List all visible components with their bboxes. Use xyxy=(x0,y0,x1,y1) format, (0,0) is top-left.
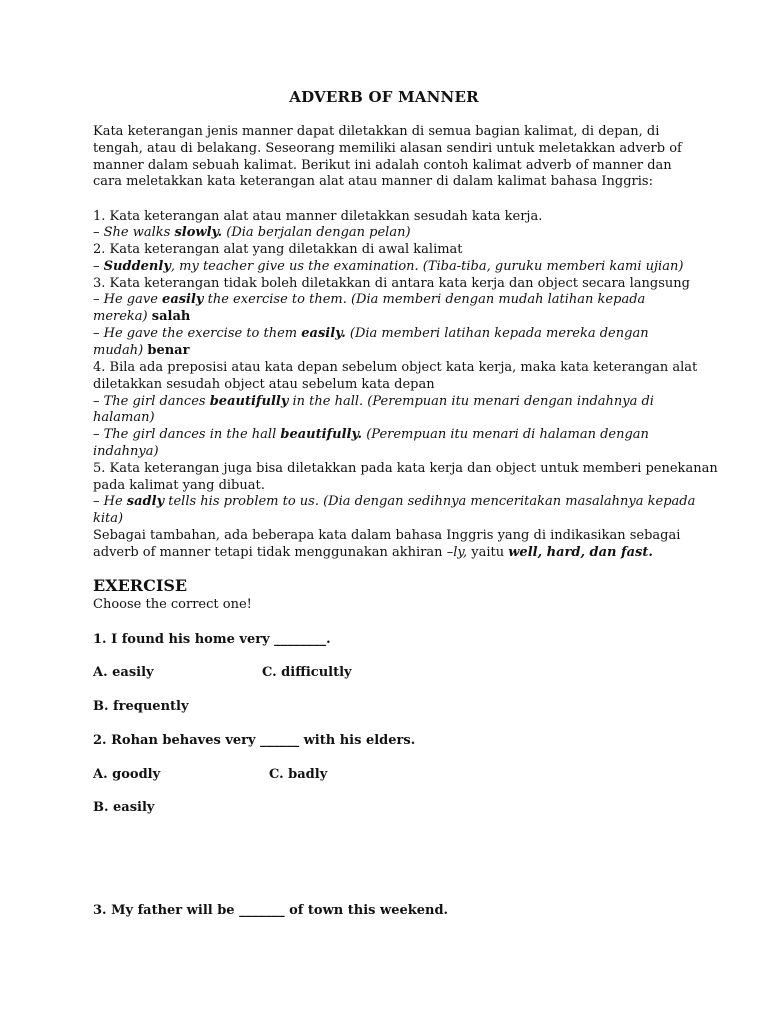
example-7-cont: kita) xyxy=(93,511,124,526)
rule-4-cont: diletakkan sesudah object atau sebelum kata depan xyxy=(93,377,435,392)
page-title: ADVERB OF MANNER xyxy=(289,88,479,106)
question-2-option-c: C. badly xyxy=(269,767,328,782)
question-1-option-a: A. easily xyxy=(93,665,154,680)
exercise-instruction: Choose the correct one! xyxy=(93,597,252,612)
question-1-option-c: C. difficultly xyxy=(262,665,352,680)
rule-5-cont: pada kalimat yang dibuat. xyxy=(93,478,265,493)
rule-5: 5. Kata keterangan juga bisa diletakkan pada kata kerja dan object untuk memberi penekanan xyxy=(93,461,718,476)
question-2-option-a: A. goodly xyxy=(93,767,161,782)
additional-note: Sebagai tambahan, ada beberapa kata dalam bahasa Inggris yang di indikasikan sebagai xyxy=(93,528,681,543)
rule-2: 2. Kata keterangan alat yang diletakkan di awal kalimat xyxy=(93,242,463,257)
question-2: 2. Rohan behaves very ______ with his elders. xyxy=(93,733,416,748)
example-4: – He gave the exercise to them easily. (Dia memberi latihan kepada mereka dengan xyxy=(93,326,649,341)
example-1: – She walks slowly. (Dia berjalan dengan pelan) xyxy=(93,225,411,240)
question-1-option-b: B. frequently xyxy=(93,699,189,714)
question-1: 1. I found his home very ________. xyxy=(93,632,331,647)
example-4-cont: mudah) benar xyxy=(93,343,190,358)
example-6: – The girl dances in the hall beautifully. (Perempuan itu menari di halaman dengan xyxy=(93,427,649,442)
example-5-cont: halaman) xyxy=(93,410,155,425)
additional-note-cont: adverb of manner tetapi tidak menggunakan akhiran –ly, yaitu well, hard, dan fast. xyxy=(93,545,653,560)
rule-1: 1. Kata keterangan alat atau manner diletakkan sesudah kata kerja. xyxy=(93,209,543,224)
example-5: – The girl dances beautifully in the hall. (Perempuan itu menari dengan indahnya di xyxy=(93,394,654,409)
exercise-heading: EXERCISE xyxy=(93,576,188,595)
example-6-cont: indahnya) xyxy=(93,444,159,459)
example-3-cont: mereka) salah xyxy=(93,309,191,324)
question-3: 3. My father will be _______ of town this weekend. xyxy=(93,903,449,918)
example-2: – Suddenly, my teacher give us the examination. (Tiba-tiba, guruku memberi kami ujian) xyxy=(93,259,684,274)
intro-paragraph: Kata keterangan jenis manner dapat diletakkan di semua bagian kalimat, di depan, di tengah, atau di belakang. Seseorang memiliki alasan sendiri untuk meletakkan adverb of manner dalam sebuah kalimat. Berikut ini adalah contoh kalimat adverb of manner dan cara meletakkan kata keterangan alat atau manner di dalam kalimat bahasa Inggris: xyxy=(93,124,682,190)
rule-4: 4. Bila ada preposisi atau kata depan sebelum object kata kerja, maka kata keterangan alat xyxy=(93,360,698,375)
question-2-option-b: B. easily xyxy=(93,800,155,815)
example-3: – He gave easily the exercise to them. (Dia memberi dengan mudah latihan kepada xyxy=(93,292,646,307)
rule-3: 3. Kata keterangan tidak boleh diletakkan di antara kata kerja dan object secara langsung xyxy=(93,276,690,291)
example-7: – He sadly tells his problem to us. (Dia dengan sedihnya menceritakan masalahnya kepada xyxy=(93,494,696,509)
